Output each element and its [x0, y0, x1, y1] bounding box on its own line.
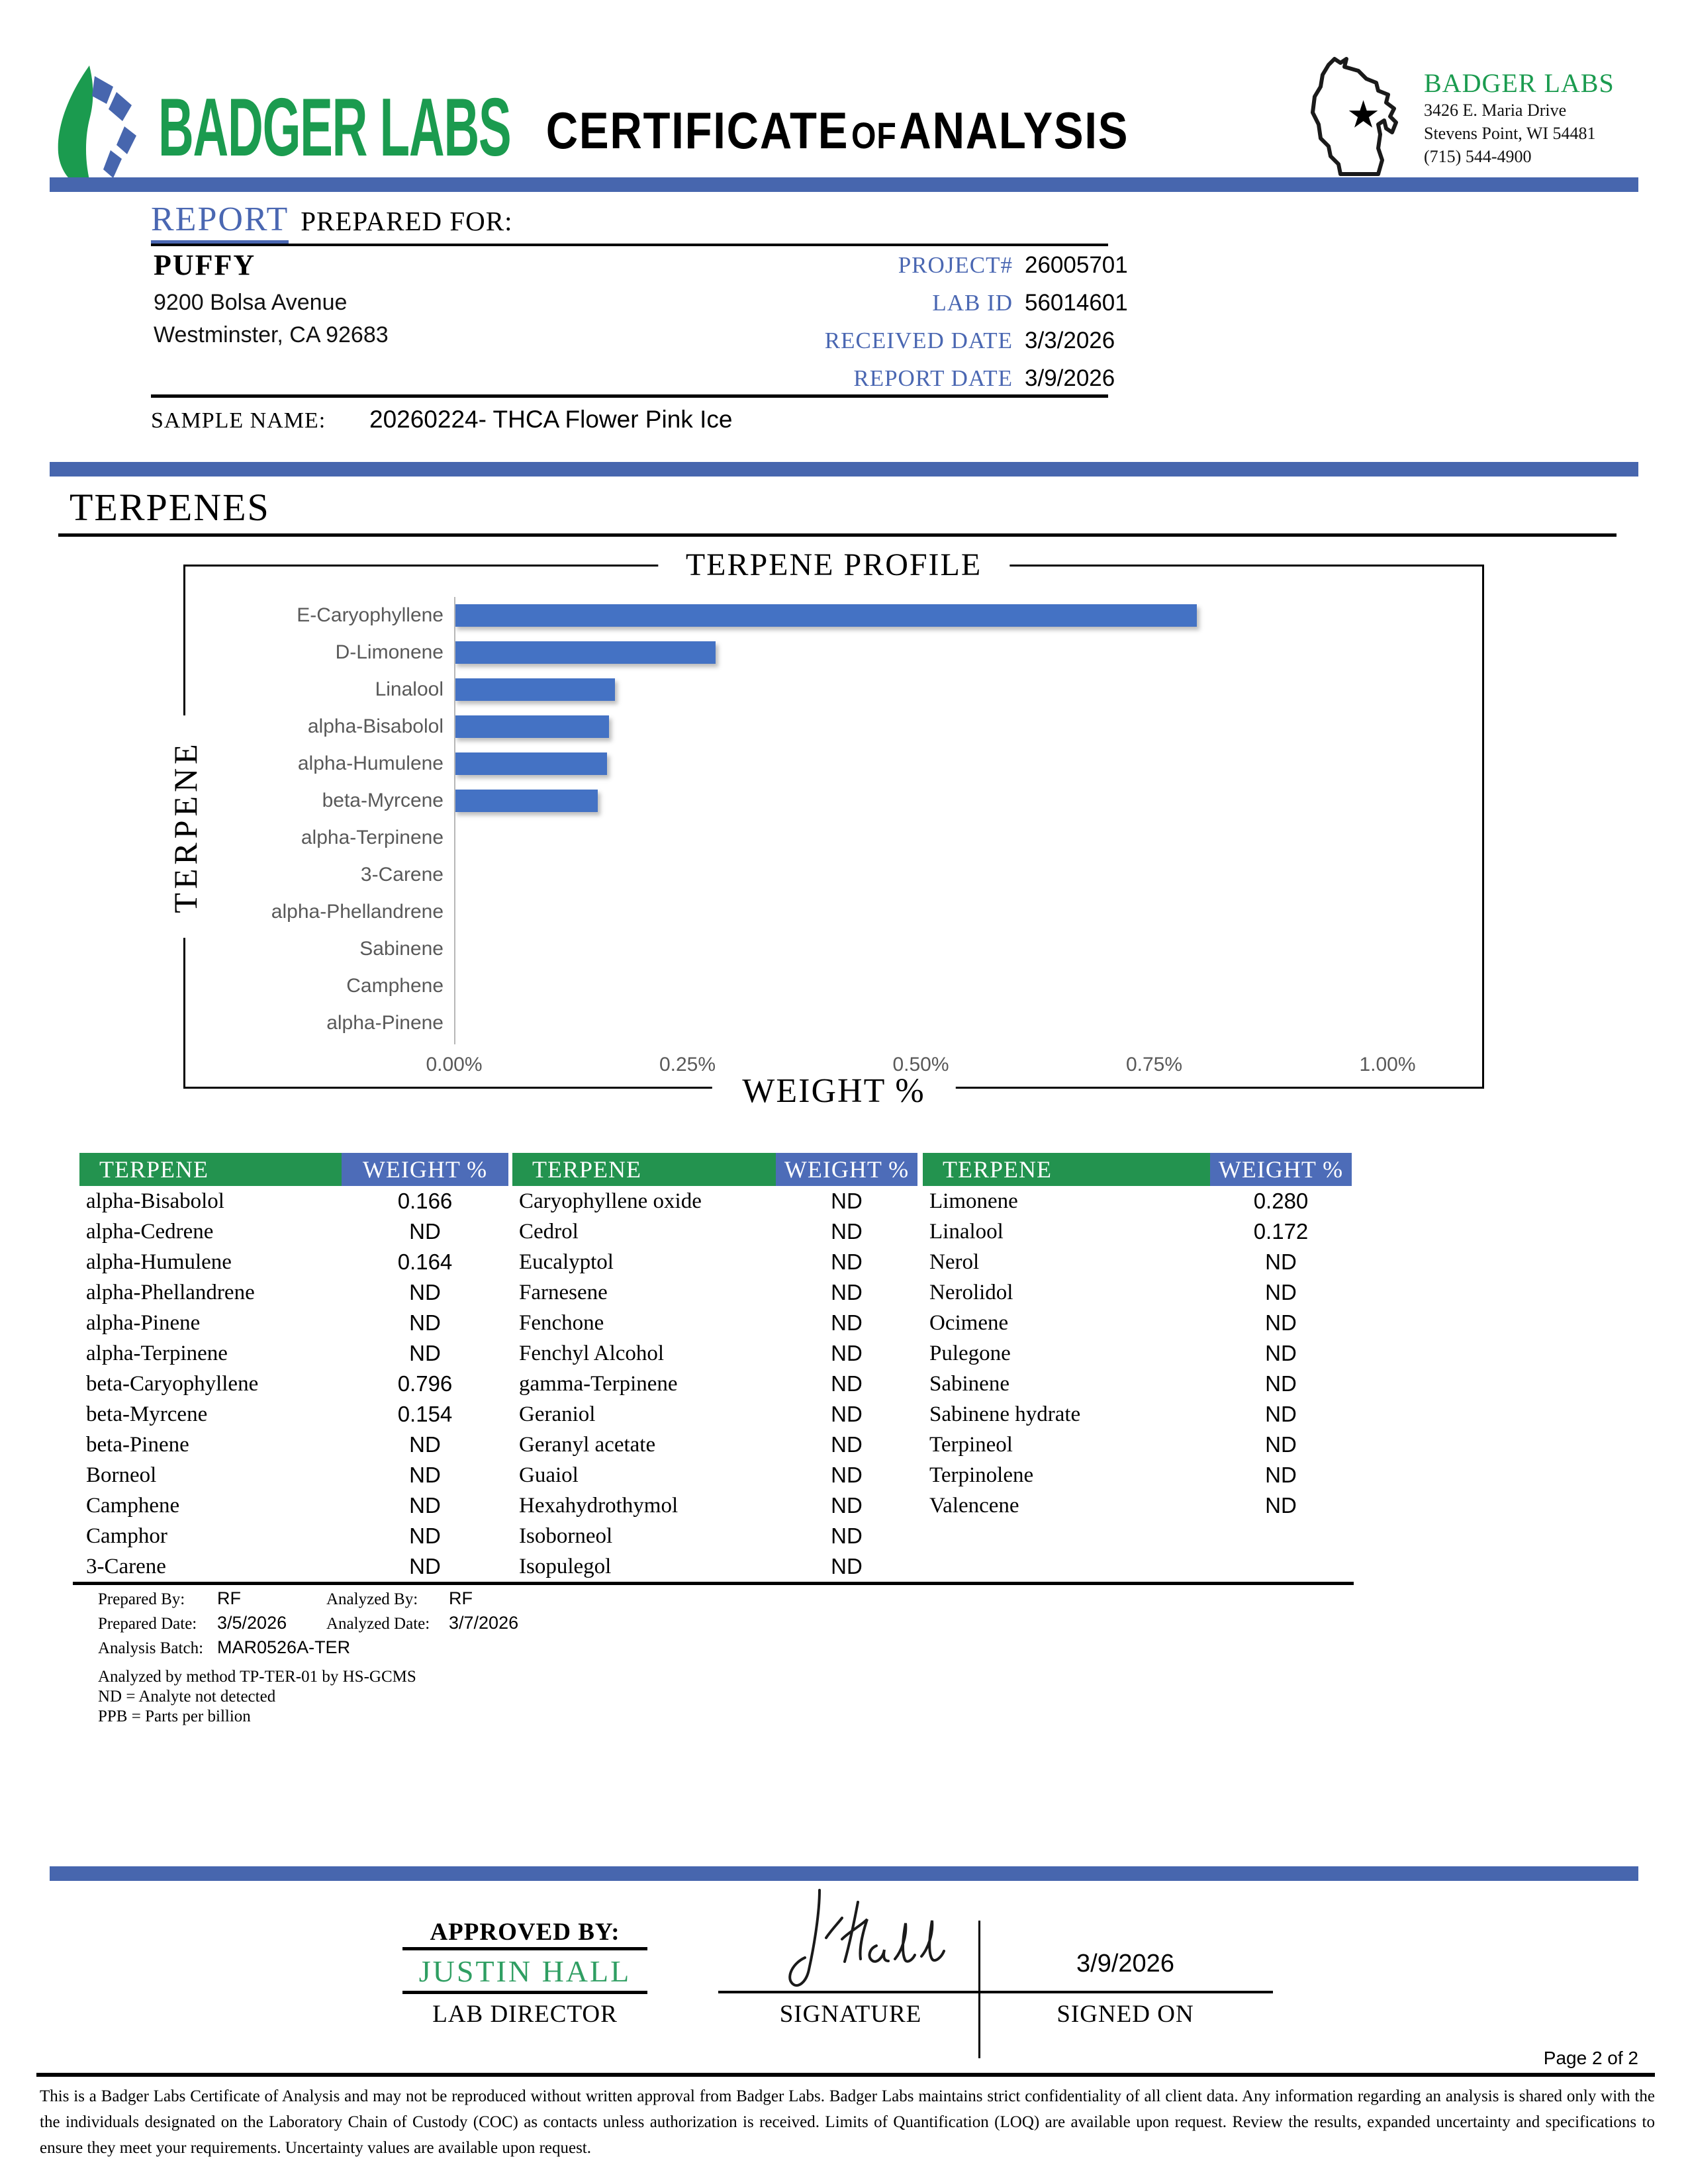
table-cell-weight: ND	[831, 1493, 863, 1518]
table-row	[923, 1277, 1352, 1308]
table-row	[512, 1399, 917, 1430]
table-row	[79, 1551, 508, 1582]
table-cell-terpene: Geraniol	[519, 1402, 596, 1426]
analysis-meta-block	[98, 1588, 518, 1727]
table-cell-terpene: Eucalyptol	[519, 1250, 614, 1274]
table-row	[512, 1216, 917, 1247]
table-pair-column	[923, 1153, 1352, 1582]
table-header-row	[79, 1153, 508, 1186]
table-cell-terpene: Geranyl acetate	[519, 1433, 656, 1457]
table-row	[79, 1247, 508, 1277]
lab-name: BADGER LABS	[1424, 68, 1615, 98]
table-cell-terpene: Isoborneol	[519, 1524, 613, 1548]
lab-address-line2: Stevens Point, WI 54481	[1424, 124, 1596, 143]
method-note: Analyzed by method TP-TER-01 by HS-GCMS	[98, 1668, 416, 1686]
report-field-row	[715, 246, 1139, 284]
table-cell-terpene: Fenchone	[519, 1311, 604, 1335]
table-header-row	[923, 1153, 1352, 1186]
table-row	[79, 1308, 508, 1338]
table-header-terpene: TERPENE	[923, 1153, 1210, 1186]
table-cell-terpene: alpha-Cedrene	[86, 1220, 214, 1244]
table-cell-weight: 0.166	[397, 1189, 453, 1213]
table-row	[512, 1338, 917, 1369]
table-row	[79, 1277, 508, 1308]
chart-x-axis-label: WEIGHT %	[712, 1071, 955, 1111]
table-pair-column	[79, 1153, 508, 1582]
table-header-weight: WEIGHT %	[342, 1153, 508, 1186]
table-row	[79, 1521, 508, 1551]
analysis-batch-value: MAR0526A-TER	[217, 1637, 351, 1657]
analyzed-date-label: Analyzed Date:	[326, 1615, 430, 1633]
page-number: Page 2 of 2	[1543, 2048, 1638, 2068]
divider-bar-bottom	[50, 1866, 1638, 1881]
lab-phone: (715) 544-4900	[1424, 147, 1532, 166]
table-cell-terpene: Borneol	[86, 1463, 157, 1487]
chart-baseline-axis	[454, 597, 455, 1044]
table-cell-terpene: Sabinene	[929, 1372, 1009, 1396]
report-fields	[715, 246, 1139, 397]
table-cell-weight: ND	[1265, 1432, 1297, 1457]
chart-row	[193, 634, 1476, 671]
table-cell-weight: ND	[831, 1402, 863, 1426]
report-field-label: REPORT DATE	[853, 365, 1013, 391]
chart-bar-track	[454, 782, 1476, 819]
prepared-date-value: 3/5/2026	[217, 1613, 287, 1633]
wisconsin-state-icon	[1301, 53, 1420, 182]
table-row	[923, 1430, 1352, 1460]
table-row	[79, 1216, 508, 1247]
table-cell-terpene: beta-Pinene	[86, 1433, 189, 1457]
table-cell-terpene: alpha-Humulene	[86, 1250, 232, 1274]
table-cell-terpene: Guaiol	[519, 1463, 579, 1487]
table-cell-weight: ND	[409, 1280, 441, 1304]
table-row	[79, 1399, 508, 1430]
table-cell-weight: ND	[1265, 1280, 1297, 1304]
chart-bar	[454, 752, 607, 775]
table-cell-terpene: Fenchyl Alcohol	[519, 1342, 665, 1365]
report-field-row	[715, 284, 1139, 322]
table-cell-weight: ND	[1265, 1310, 1297, 1335]
chart-row	[193, 968, 1476, 1005]
table-cell-weight: ND	[1265, 1493, 1297, 1518]
leaf-logo-icon	[50, 63, 149, 193]
table-cell-weight: ND	[831, 1341, 863, 1365]
chart-bar	[454, 790, 598, 812]
table-cell-terpene: Hexahydrothymol	[519, 1494, 679, 1518]
chart-x-tick-label: 0.00%	[426, 1054, 483, 1075]
report-field-value: 56014601	[1025, 289, 1128, 316]
chart-category-label: alpha-Bisabolol	[307, 715, 444, 737]
table-cell-weight: ND	[831, 1371, 863, 1396]
table-cell-terpene: Caryophyllene oxide	[519, 1189, 702, 1213]
table-header-row	[512, 1153, 917, 1186]
divider-bar-top	[50, 177, 1638, 192]
chart-row	[193, 893, 1476, 931]
chart-category-label: alpha-Humulene	[297, 752, 444, 774]
signature-divider	[978, 1921, 980, 2058]
table-cell-terpene: alpha-Phellandrene	[86, 1281, 255, 1304]
table-row	[512, 1551, 917, 1582]
report-word: REPORT	[151, 201, 289, 244]
chart-row	[193, 708, 1476, 745]
chart-row	[193, 597, 1476, 634]
table-cell-weight: ND	[831, 1432, 863, 1457]
report-field-row	[715, 359, 1139, 397]
chart-title: TERPENE PROFILE	[658, 547, 1009, 583]
chart-row	[193, 931, 1476, 968]
analysis-batch-label: Analysis Batch:	[98, 1639, 204, 1657]
table-row	[512, 1460, 917, 1490]
analyzed-date-value: 3/7/2026	[449, 1613, 519, 1633]
chart-bar-track	[454, 968, 1476, 1005]
ppb-note: PPB = Parts per billion	[98, 1707, 251, 1725]
report-field-row	[715, 322, 1139, 359]
table-cell-terpene: Terpinolene	[929, 1463, 1034, 1487]
table-cell-weight: ND	[831, 1280, 863, 1304]
report-field-label: RECEIVED DATE	[824, 327, 1013, 353]
table-row	[923, 1308, 1352, 1338]
chart-x-tick-label: 0.75%	[1125, 1054, 1183, 1075]
title-part1: CERTIFICATE	[545, 101, 849, 159]
chart-category-label: Linalool	[375, 678, 444, 700]
table-row	[512, 1490, 917, 1521]
sample-name-value: 20260224- THCA Flower Pink Ice	[369, 406, 733, 433]
table-row	[512, 1308, 917, 1338]
client-name: PUFFY	[154, 249, 256, 281]
prepared-for-label: PREPARED FOR:	[301, 206, 513, 236]
table-cell-terpene: 3-Carene	[86, 1555, 166, 1578]
title-part2: ANALYSIS	[899, 101, 1129, 159]
table-cell-terpene: Nerol	[929, 1250, 980, 1274]
report-field-value: 3/9/2026	[1025, 365, 1115, 391]
chart-row	[193, 1005, 1476, 1042]
table-cell-terpene: Limonene	[929, 1189, 1018, 1213]
signed-on-date: 3/9/2026	[1076, 1950, 1174, 1978]
chart-category-label: D-Limonene	[335, 641, 444, 663]
table-cell-weight: 0.280	[1253, 1189, 1309, 1213]
table-cell-weight: ND	[409, 1463, 441, 1487]
disclaimer-text: This is a Badger Labs Certificate of Analysis and may not be reproduced without written approval from Badger Labs. Badger Labs maintains strict confidentiality of all client data. Any information regarding an analysis is shared only with the the individuals designated on the Laboratory Chain of Custody (COC) as contacts unless authorization is received. Limits of Quantification (LOQ) are available upon request. Review the results, expanded uncertainty and specifications to ensure they meet your requirements. Uncertainty values are available upon request.	[40, 2087, 1655, 2157]
table-cell-weight: ND	[1265, 1250, 1297, 1274]
chart-category-label: beta-Myrcene	[322, 790, 444, 811]
table-row	[923, 1521, 1352, 1551]
table-cell-weight	[1210, 1521, 1352, 1551]
table-row	[923, 1186, 1352, 1216]
table-row	[923, 1247, 1352, 1277]
signature-label: SIGNATURE	[779, 2001, 922, 2028]
chart-bar-track	[454, 597, 1476, 634]
report-section-heading	[151, 200, 513, 239]
table-cell-terpene: Camphor	[86, 1524, 167, 1548]
table-cell-terpene: Cedrol	[519, 1220, 579, 1244]
table-bottom-rule	[73, 1582, 1354, 1585]
chart-category-label: alpha-Pinene	[326, 1012, 444, 1034]
table-cell-weight: ND	[1265, 1463, 1297, 1487]
table-cell-weight: ND	[409, 1554, 441, 1578]
page-title	[536, 101, 1139, 161]
table-row	[79, 1490, 508, 1521]
chart-bar-track	[454, 671, 1476, 708]
nd-note: ND = Analyte not detected	[98, 1688, 276, 1706]
table-cell-terpene: Terpineol	[929, 1433, 1013, 1457]
table-row	[512, 1369, 917, 1399]
table-cell-weight: ND	[409, 1219, 441, 1244]
chart-x-ticks	[193, 1054, 1490, 1080]
table-row	[79, 1460, 508, 1490]
lab-info-block	[1301, 53, 1615, 182]
prepared-by-value: RF	[217, 1588, 241, 1608]
analysis-batch-row	[98, 1637, 518, 1662]
chart-x-tick-label: 0.50%	[892, 1054, 949, 1075]
chart-y-axis-label: TERPENE	[165, 715, 205, 938]
chart-bar-track	[454, 856, 1476, 893]
table-row	[512, 1186, 917, 1216]
table-cell-terpene: Nerolidol	[929, 1281, 1013, 1304]
report-field-value: 3/3/2026	[1025, 327, 1115, 353]
table-row	[923, 1399, 1352, 1430]
table-cell-weight: ND	[831, 1310, 863, 1335]
signature-rule	[718, 1991, 1273, 1993]
table-cell-weight: ND	[831, 1219, 863, 1244]
chart-x-tick-label: 0.25%	[659, 1054, 716, 1075]
prepared-by-label: Prepared By:	[98, 1590, 185, 1608]
report-field-label: LAB ID	[932, 289, 1013, 316]
chart-row	[193, 782, 1476, 819]
lab-address-line1: 3426 E. Maria Drive	[1424, 101, 1567, 120]
table-cell-terpene: alpha-Pinene	[86, 1311, 201, 1335]
sample-name-label: SAMPLE NAME:	[151, 408, 326, 433]
terpenes-heading: TERPENES	[70, 486, 270, 529]
table-cell-weight: 0.172	[1253, 1219, 1309, 1244]
prepared-analyzed-date-row	[98, 1613, 518, 1637]
footer-rule	[36, 2073, 1655, 2077]
title-of: OF	[851, 114, 897, 156]
signed-on-label: SIGNED ON	[1056, 2001, 1194, 2028]
chart-bar-track	[454, 893, 1476, 931]
table-cell-terpene: beta-Caryophyllene	[86, 1372, 259, 1396]
logo-wordmark: BADGER LABS	[158, 82, 511, 173]
approved-by-rule	[402, 1947, 647, 1950]
approver-title: LAB DIRECTOR	[432, 2001, 618, 2028]
table-cell-terpene: Sabinene hydrate	[929, 1402, 1081, 1426]
table-row	[79, 1369, 508, 1399]
table-cell-weight: ND	[831, 1250, 863, 1274]
table-cell-terpene: alpha-Terpinene	[86, 1342, 228, 1365]
chart-bar-track	[454, 1005, 1476, 1042]
prepared-analyzed-by-row	[98, 1588, 518, 1613]
table-row	[512, 1430, 917, 1460]
table-cell-terpene: beta-Myrcene	[86, 1402, 208, 1426]
table-cell-terpene: Linalool	[929, 1220, 1004, 1244]
chart-bar-track	[454, 634, 1476, 671]
chart-category-label: alpha-Phellandrene	[271, 901, 444, 923]
chart-category-label: alpha-Terpinene	[301, 827, 444, 848]
chart-category-label: Camphene	[346, 975, 444, 997]
table-row	[923, 1338, 1352, 1369]
sample-rule	[151, 394, 1108, 398]
table-cell-terpene	[923, 1521, 1210, 1551]
table-cell-weight: ND	[409, 1310, 441, 1335]
table-cell-weight: ND	[831, 1189, 863, 1213]
table-cell-terpene: Farnesene	[519, 1281, 608, 1304]
table-cell-terpene: Valencene	[929, 1494, 1019, 1518]
table-row	[512, 1247, 917, 1277]
divider-bar-middle	[50, 462, 1638, 477]
table-cell-terpene: alpha-Bisabolol	[86, 1189, 224, 1213]
table-cell-weight: ND	[409, 1341, 441, 1365]
table-row	[923, 1369, 1352, 1399]
chart-category-label: 3-Carene	[360, 864, 444, 886]
table-cell-weight: ND	[831, 1524, 863, 1548]
signature-image	[741, 1885, 960, 1994]
table-cell-weight: ND	[1265, 1371, 1297, 1396]
table-cell-terpene: Ocimene	[929, 1311, 1009, 1335]
report-field-label: PROJECT#	[898, 251, 1013, 278]
chart-row	[193, 745, 1476, 782]
chart-bar-track	[454, 708, 1476, 745]
table-cell-weight: ND	[1265, 1402, 1297, 1426]
report-field-value: 26005701	[1025, 251, 1128, 278]
table-row	[923, 1460, 1352, 1490]
analyzed-by-label: Analyzed By:	[326, 1590, 418, 1608]
table-cell-weight: ND	[831, 1463, 863, 1487]
table-row	[923, 1490, 1352, 1521]
client-address-line2: Westminster, CA 92683	[154, 322, 389, 347]
prepared-date-label: Prepared Date:	[98, 1615, 197, 1633]
table-cell-weight: ND	[409, 1493, 441, 1518]
chart-category-label: Sabinene	[359, 938, 444, 960]
chart-bar	[454, 641, 716, 664]
table-cell-weight: ND	[409, 1432, 441, 1457]
table-cell-weight: 0.154	[397, 1402, 453, 1426]
chart-row	[193, 856, 1476, 893]
table-pair-column	[512, 1153, 917, 1582]
chart-bar	[454, 604, 1197, 627]
approver-name-rule	[402, 1991, 647, 1994]
table-row	[923, 1551, 1352, 1582]
table-header-terpene: TERPENE	[512, 1153, 776, 1186]
table-cell-weight: ND	[1265, 1341, 1297, 1365]
client-address-line1: 9200 Bolsa Avenue	[154, 290, 348, 315]
chart-plot-area	[193, 597, 1476, 1042]
table-header-weight: WEIGHT %	[1210, 1153, 1352, 1186]
approver-name: JUSTIN HALL	[418, 1954, 632, 1988]
terpene-profile-chart	[167, 547, 1484, 1110]
table-row	[923, 1216, 1352, 1247]
wisconsin-star-icon: ★	[1346, 94, 1381, 136]
table-row	[512, 1521, 917, 1551]
approved-by-label: APPROVED BY:	[430, 1919, 620, 1946]
table-cell-terpene: Isopulegol	[519, 1555, 612, 1578]
chart-category-label: E-Caryophyllene	[297, 604, 444, 626]
table-cell-weight: ND	[409, 1524, 441, 1548]
table-row	[79, 1430, 508, 1460]
table-row	[512, 1277, 917, 1308]
chart-bar-track	[454, 931, 1476, 968]
chart-row	[193, 819, 1476, 856]
table-cell-terpene: gamma-Terpinene	[519, 1372, 678, 1396]
chart-bar-track	[454, 745, 1476, 782]
table-cell-weight: 0.796	[397, 1371, 453, 1396]
chart-bar	[454, 678, 615, 701]
chart-row	[193, 671, 1476, 708]
chart-x-tick-label: 1.00%	[1359, 1054, 1416, 1075]
table-cell-terpene: Camphene	[86, 1494, 180, 1518]
table-cell-weight: ND	[831, 1554, 863, 1578]
table-cell-weight: 0.164	[397, 1250, 453, 1274]
table-cell-terpene	[923, 1551, 1210, 1582]
chart-bar-track	[454, 819, 1476, 856]
table-cell-terpene: Pulegone	[929, 1342, 1011, 1365]
table-header-terpene: TERPENE	[79, 1153, 342, 1186]
table-row	[79, 1186, 508, 1216]
analyzed-by-value: RF	[449, 1588, 473, 1608]
terpenes-underline	[58, 533, 1617, 537]
chart-bar	[454, 715, 609, 738]
table-header-weight: WEIGHT %	[776, 1153, 917, 1186]
table-cell-weight	[1210, 1551, 1352, 1582]
lab-contact	[1424, 68, 1615, 168]
table-row	[79, 1338, 508, 1369]
